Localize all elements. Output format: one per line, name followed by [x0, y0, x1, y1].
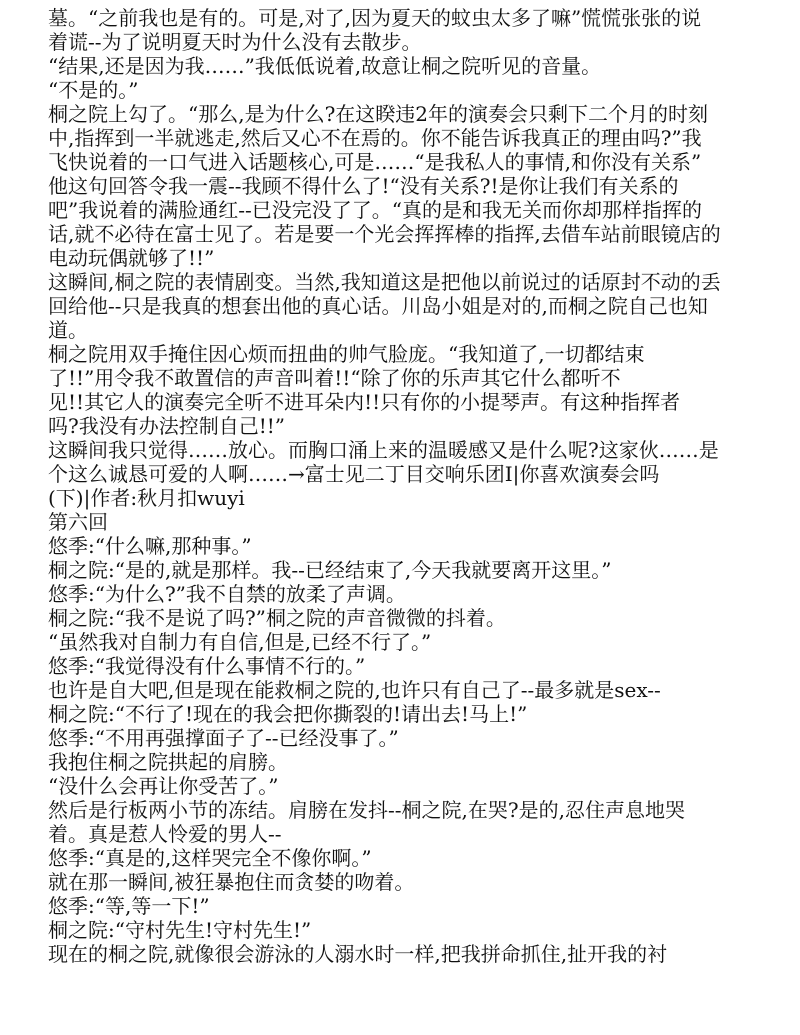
- text-line: 飞快说着的一口气进入话题核心,可是……“是我私人的事情,和你没有关系”: [48, 150, 702, 174]
- text-line: 见!!其它人的演奏完全听不进耳朵内!!只有你的小提琴声。有这种指挥者: [48, 390, 681, 414]
- text-line: 吧”我说着的满脸通红--已没完没了了。“真的是和我无关而你却那样指挥的: [48, 198, 702, 222]
- text-line: 这瞬间,桐之院的表情剧变。当然,我知道这是把他以前说过的话原封不动的丢: [48, 270, 721, 294]
- text-line: 个这么诚恳可爱的人啊……→富士见二丁目交响乐团Ⅰ|你喜欢演奏会吗: [48, 462, 660, 486]
- text-line: 桐之院:“是的,就是那样。我--已经结束了,今天我就要离开这里。”: [48, 558, 612, 582]
- text-line: 话,就不必待在富士见了。若是要一个光会挥挥棒的指挥,去借车站前眼镜店的: [48, 222, 721, 246]
- text-line: 第六回: [48, 510, 108, 534]
- text-line: 桐之院上勾了。“那么,是为什么?在这睽违2年的演奏会只剩下二个月的时刻: [48, 102, 709, 126]
- text-line: “没什么会再让你受苦了。”: [48, 774, 279, 798]
- text-line: “虽然我对自制力有自信,但是,已经不行了。”: [48, 630, 432, 654]
- text-line: 道。: [48, 318, 88, 342]
- text-line: 这瞬间我只觉得……放心。而胸口涌上来的温暖感又是什么呢?这家伙……是: [48, 438, 719, 462]
- text-line: 就在那一瞬间,被狂暴抱住而贪婪的吻着。: [48, 870, 415, 894]
- text-line: 桐之院:“不行了!现在的我会把你撕裂的!请出去!马上!”: [48, 702, 528, 726]
- text-line: 桐之院:“我不是说了吗?”桐之院的声音微微的抖着。: [48, 606, 506, 630]
- text-line: 着谎--为了说明夏天时为什么没有去散步。: [48, 30, 422, 54]
- text-line: 然后是行板两小节的冻结。肩膀在发抖--桐之院,在哭?是的,忍住声息地哭: [48, 798, 685, 822]
- text-line: 桐之院用双手掩住因心烦而扭曲的帅气脸庞。“我知道了,一切都结束: [48, 342, 645, 366]
- text-line: “不是的。”: [48, 78, 139, 102]
- text-line: 悠季:“等,等一下!”: [48, 894, 210, 918]
- text-line: 了!!”用令我不敢置信的声音叫着!!“除了你的乐声其它什么都听不: [48, 366, 621, 390]
- text-line: 悠季:“为什么?”我不自禁的放柔了声调。: [48, 582, 406, 606]
- text-line: 悠季:“我觉得没有什么事情不行的。”: [48, 654, 366, 678]
- text-line: 墓。“之前我也是有的。可是,对了,因为夏天的蚊虫太多了嘛”慌慌张张的说: [48, 6, 702, 30]
- text-line: 我抱住桐之院拱起的肩膀。: [48, 750, 288, 774]
- text-line: 着。真是惹人怜爱的男人--: [48, 822, 282, 846]
- text-line: 悠季:“真是的,这样哭完全不像你啊。”: [48, 846, 372, 870]
- text-line: “结果,还是因为我……”我低低说着,故意让桐之院听见的音量。: [48, 54, 602, 78]
- text-line: 电动玩偶就够了!!”: [48, 246, 215, 270]
- text-line: 他这句回答令我一震--我顾不得什么了!“没有关系?!是你让我们有关系的: [48, 174, 679, 198]
- text-line: 悠季:“不用再强撑面子了--已经没事了。”: [48, 726, 399, 750]
- text-line: 吗?我没有办法控制自己!!”: [48, 414, 286, 438]
- text-line: 中,指挥到一半就逃走,然后又心不在焉的。你不能告诉我真正的理由吗?”我: [48, 126, 702, 150]
- text-line: 也许是自大吧,但是现在能救桐之院的,也许只有自己了--最多就是sex--: [48, 678, 661, 702]
- text-line: 回给他--只是我真的想套出他的真心话。川岛小姐是对的,而桐之院自己也知: [48, 294, 708, 318]
- novel-text-body: [48, 6, 788, 966]
- text-line: (下)|作者:秋月扣wuyi: [48, 486, 245, 510]
- text-line: 现在的桐之院,就像很会游泳的人溺水时一样,把我拼命抓住,扯开我的衬: [48, 942, 668, 966]
- text-line: 悠季:“什么嘛,那种事。”: [48, 534, 252, 558]
- text-line: 桐之院:“守村先生!守村先生!”: [48, 918, 312, 942]
